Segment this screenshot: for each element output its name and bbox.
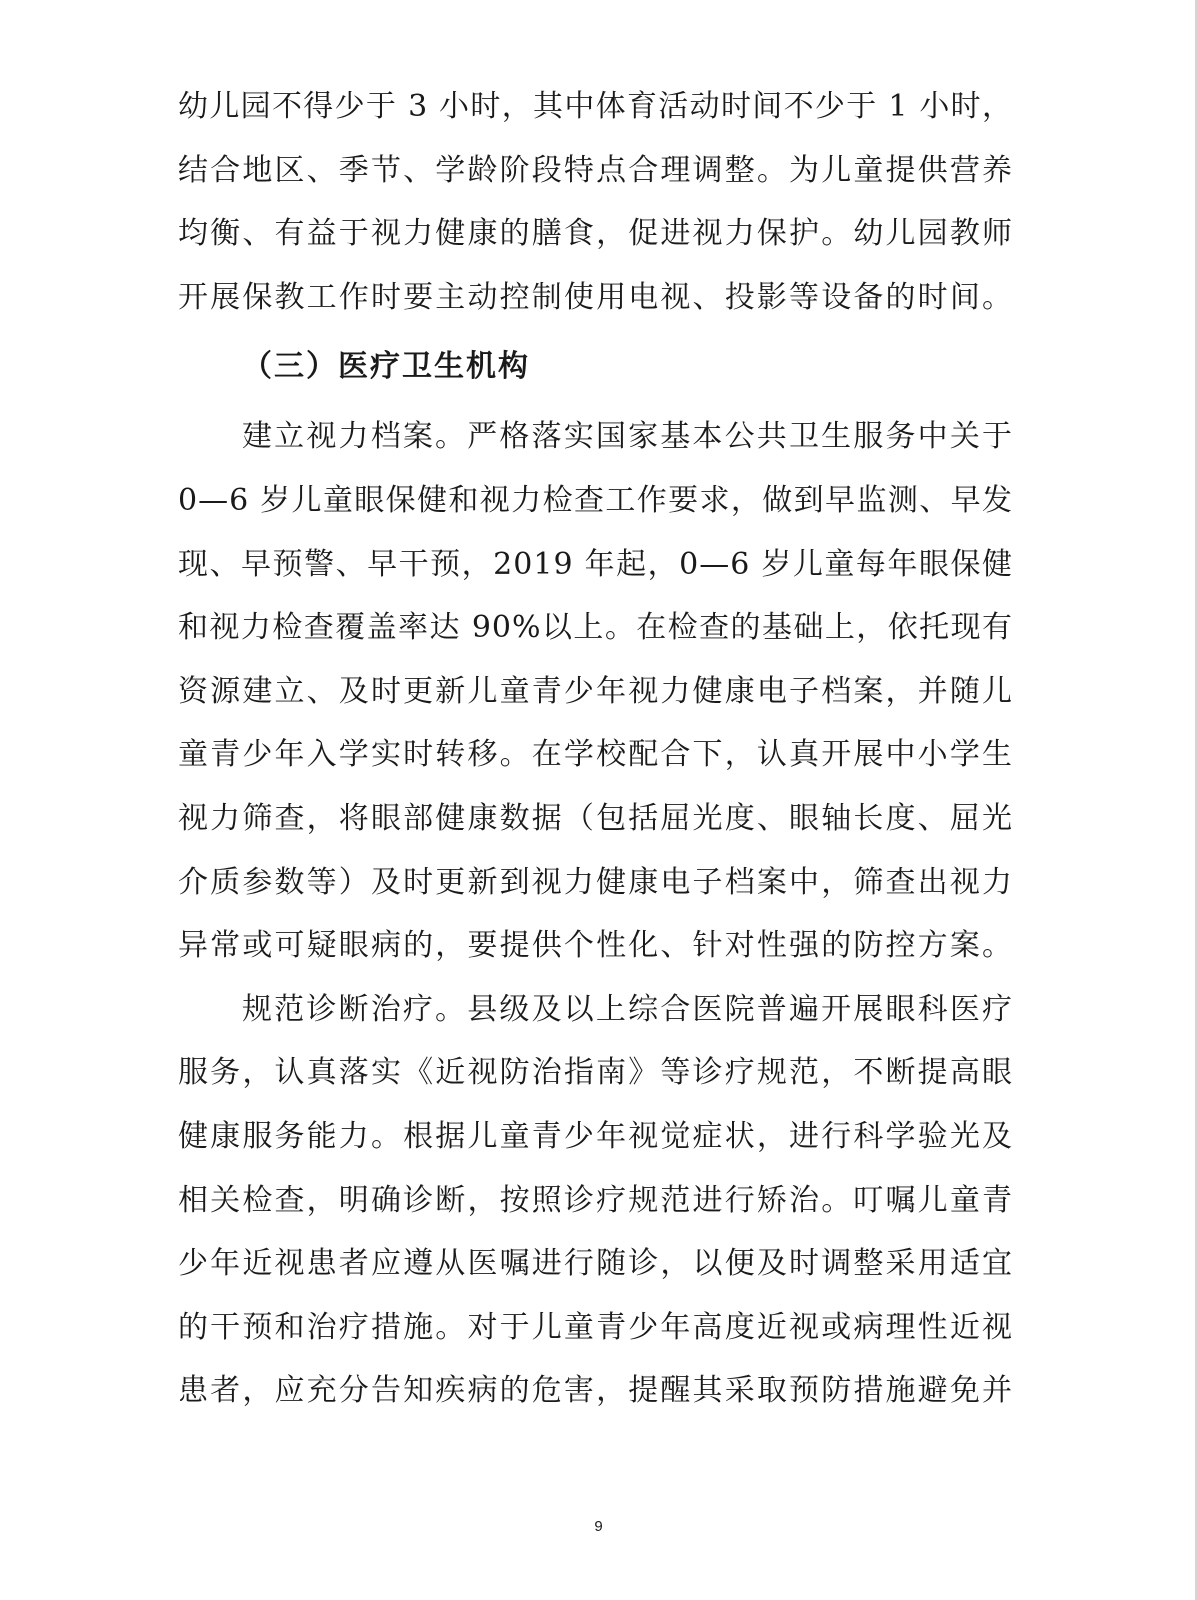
page-number: 9 [594,1518,603,1535]
text-line: 患者，应充分告知疾病的危害，提醒其采取预防措施避免并 [178,1373,1013,1409]
paragraph-kindergarten [178,75,1013,329]
text-line: 结合地区、季节、学龄阶段特点合理调整。为儿童提供营养 [178,152,1013,188]
text-line: 建立视力档案。严格落实国家基本公共卫生服务中关于 [242,419,1013,455]
text-line: 相关检查，明确诊断，按照诊疗规范进行矫治。叮嘱儿童青 [178,1182,1013,1218]
text-line: 健康服务能力。根据儿童青少年视觉症状，进行科学验光及 [178,1118,1013,1154]
text-line: 幼儿园不得少于 3 小时，其中体育活动时间不少于 1 小时， [178,89,1013,124]
text-line: 介质参数等）及时更新到视力健康电子档案中，筛查出视力 [178,864,1013,900]
text-line: 和视力检查覆盖率达 90%以上。在检查的基础上，依托现有 [178,610,1013,646]
text-line: 的干预和治疗措施。对于儿童青少年高度近视或病理性近视 [178,1309,1013,1345]
text-line: 资源建立、及时更新儿童青少年视力健康电子档案，并随儿 [178,673,1013,709]
text-line: 服务，认真落实《近视防治指南》等诊疗规范，不断提高眼 [178,1055,1013,1091]
text-line: 均衡、有益于视力健康的膳食，促进视力保护。幼儿园教师 [178,216,1013,252]
paragraph-vision-records [178,405,1013,977]
text-line: 少年近视患者应遵从医嘱进行随诊，以便及时调整采用适宜 [178,1246,1013,1282]
text-line: 开展保教工作时要主动控制使用电视、投影等设备的时间。 [178,279,1013,315]
text-line: 0—6 岁儿童眼保健和视力检查工作要求，做到早监测、早发 [178,482,1013,518]
text-line: 童青少年入学实时转移。在学校配合下，认真开展中小学生 [178,737,1013,773]
text-line: 视力筛查，将眼部健康数据（包括屈光度、眼轴长度、屈光 [178,800,1013,836]
section-heading: （三）医疗卫生机构 [242,349,530,385]
paragraph-diagnosis-treatment [178,978,1013,1423]
text-line: 异常或可疑眼病的，要提供个性化、针对性强的防控方案。 [178,928,1013,964]
document-body [178,75,1013,1423]
text-line: 规范诊断治疗。县级及以上综合医院普遍开展眼科医疗 [242,991,1013,1027]
text-line: 现、早预警、早干预，2019 年起，0—6 岁儿童每年眼保健 [178,546,1013,582]
